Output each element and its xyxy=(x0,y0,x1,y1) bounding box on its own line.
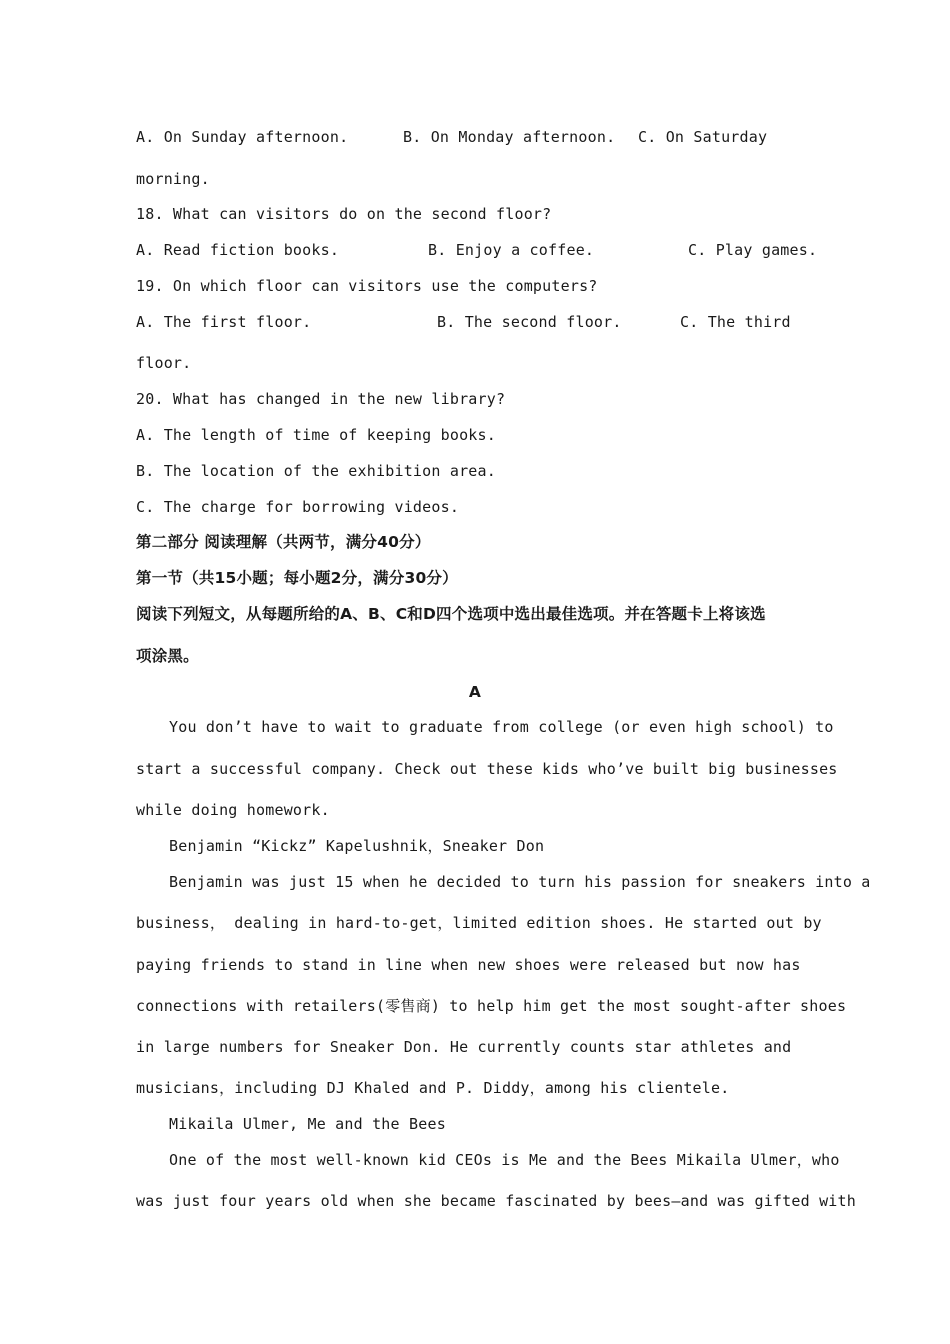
subsection-title: 第一节（共15小题；每小题2分，满分30分） xyxy=(136,569,458,587)
q18-option-c: C. Play games. xyxy=(688,241,818,259)
q19-option-c-continued: floor. xyxy=(136,354,192,372)
passage-p1-line-3: while doing homework. xyxy=(136,801,330,819)
q17-option-c-continued: morning. xyxy=(136,170,210,188)
q18-option-b: B. Enjoy a coffee. xyxy=(428,241,595,259)
passage-label: A xyxy=(468,683,482,701)
q20-stem: 20. What has changed in the new library? xyxy=(136,390,506,408)
passage-heading-1: Benjamin “Kickz” Kapelushnik，Sneaker Don xyxy=(169,837,545,855)
q17-option-a: A. On Sunday afternoon. xyxy=(136,128,349,146)
q20-option-a: A. The length of time of keeping books. xyxy=(136,426,496,444)
instruction-line-2: 项涂黑。 xyxy=(136,647,199,665)
q19-option-a: A. The first floor. xyxy=(136,313,312,331)
passage-p2-line-3: paying friends to stand in line when new shoes were released but now has xyxy=(136,956,801,974)
q19-stem: 19. On which floor can visitors use the computers? xyxy=(136,277,598,295)
passage-p3-line-2: was just four years old when she became fascinated by bees—and was gifted with xyxy=(136,1192,856,1210)
q20-option-c: C. The charge for borrowing videos. xyxy=(136,498,460,516)
q19-option-c: C. The third xyxy=(680,313,791,331)
q17-option-c: C. On Saturday xyxy=(638,128,768,146)
passage-p2-line-5: in large numbers for Sneaker Don. He currently counts star athletes and xyxy=(136,1038,792,1056)
passage-heading-2: Mikaila Ulmer, Me and the Bees xyxy=(169,1115,446,1133)
q19-option-b: B. The second floor. xyxy=(437,313,622,331)
passage-p2-line-2: business， dealing in hard-to-get，limited edition shoes. He started out by xyxy=(136,914,822,932)
passage-p3-line-1: One of the most well-known kid CEOs is Me and the Bees Mikaila Ulmer，who xyxy=(169,1151,840,1169)
passage-p1-line-2: start a successful company. Check out these kids who’ve built big businesses xyxy=(136,760,838,778)
q20-option-b: B. The location of the exhibition area. xyxy=(136,462,496,480)
instruction-line-1: 阅读下列短文，从每题所给的A、B、C和D四个选项中选出最佳选项。并在答题卡上将该选 xyxy=(136,605,766,623)
passage-p2-line-6: musicians，including DJ Khaled and P. Diddy，among his clientele. xyxy=(136,1079,730,1097)
passage-p1-line-1: You don’t have to wait to graduate from college (or even high school) to xyxy=(169,718,834,736)
q18-option-a: A. Read fiction books. xyxy=(136,241,340,259)
passage-p2-line-1: Benjamin was just 15 when he decided to turn his passion for sneakers into a xyxy=(169,873,871,891)
q18-stem: 18. What can visitors do on the second floor? xyxy=(136,205,552,223)
passage-p2-line-4: connections with retailers(零售商) to help him get the most sought-after shoes xyxy=(136,997,847,1015)
part-title: 第二部分 阅读理解（共两节，满分40分） xyxy=(136,533,431,551)
q17-option-b: B. On Monday afternoon. xyxy=(403,128,616,146)
